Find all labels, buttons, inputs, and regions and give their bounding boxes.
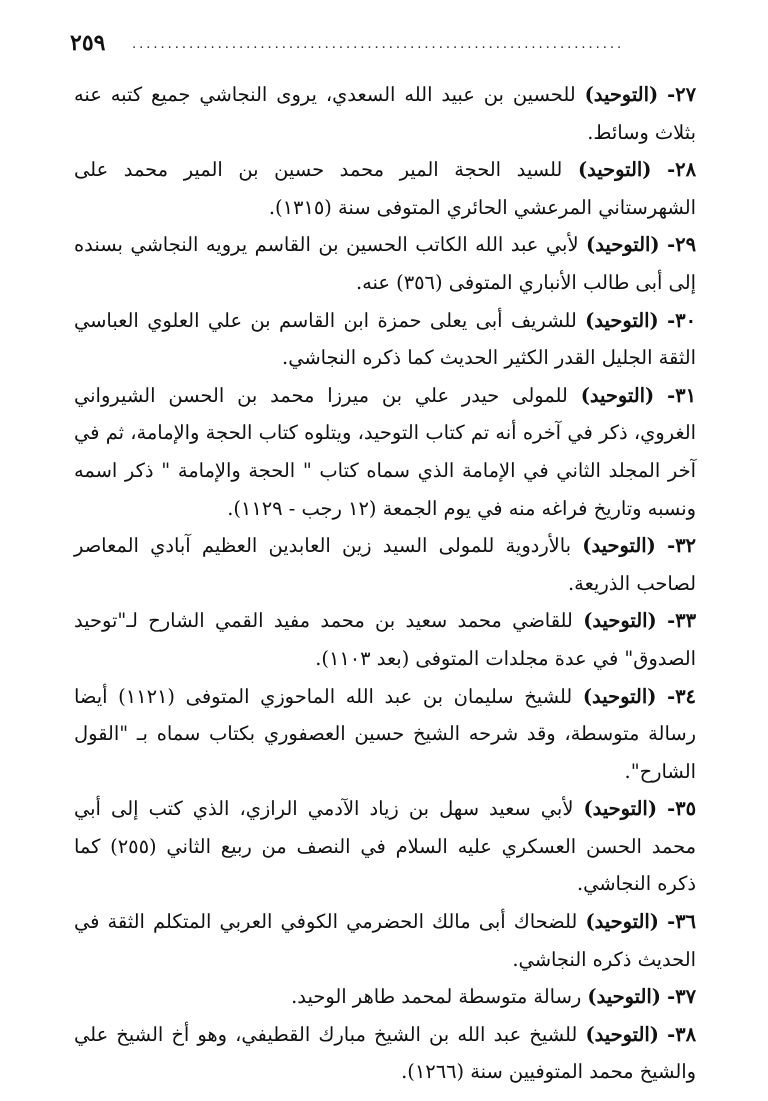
entry-text: لأبي عبد الله الكاتب الحسين بن القاسم يرويه النجاشي بسنده إلى أبى طالب الأنباري المتوفى (٣٥٦) عنه. <box>74 233 696 294</box>
entry-text: للقاضي محمد سعيد بن محمد مفيد القمي الشارح لـ"توحيد الصدوق" في عدة مجلدات المتوفى (بعد ١١٠٣). <box>74 609 696 670</box>
entry-title: (التوحيد) <box>577 158 652 182</box>
entry-title: (التوحيد) <box>583 609 657 633</box>
entry-title: (التوحيد) <box>585 308 659 332</box>
entry-33 <box>74 602 696 677</box>
entry-title: (التوحيد) <box>582 684 657 708</box>
entry-text: رسالة متوسطة لمحمد طاهر الوحيد. <box>291 985 582 1009</box>
entry-28 <box>74 151 696 226</box>
entry-number: ٣١- <box>667 383 697 407</box>
entry-title: (التوحيد) <box>584 83 659 106</box>
entry-text: للشريف أبى يعلى حمزة ابن القاسم بن علي العلوي العباسي الثقة الجليل القدر الكثير الحديث كما ذكره النجاشي. <box>74 308 696 370</box>
entry-number: ٢٩- <box>667 233 697 257</box>
page-number: ٢٥٩ <box>70 30 106 56</box>
entry-title: (التوحيد) <box>582 534 656 558</box>
entry-number: ٣٠- <box>667 308 697 332</box>
entry-30 <box>74 302 696 377</box>
entry-35 <box>74 790 696 903</box>
entry-36 <box>74 903 696 978</box>
entry-number: ٢٧- <box>667 83 696 106</box>
entry-text: للحسين بن عبيد الله السعدي، يروى النجاشي جميع كتبه عنه بثلاث وسائط. <box>74 83 696 144</box>
entry-37 <box>74 978 696 1016</box>
entry-number: ٣٢- <box>667 534 696 558</box>
entry-38 <box>74 1016 696 1091</box>
entry-title: (التوحيد) <box>585 910 659 934</box>
entry-text: للشيخ سليمان بن عبد الله الماحوزي المتوفى (١١٢١) أيضا رسالة متوسطة، وقد شرحه الشيخ حسين العصفوري بكتاب سماه بـ "القول الشارح". <box>74 684 696 783</box>
entry-number: ٣٧- <box>667 985 696 1009</box>
entry-title: (التوحيد) <box>587 985 661 1009</box>
entry-title: (التوحيد) <box>580 383 655 407</box>
page-header <box>70 26 688 60</box>
entry-number: ٣٤- <box>667 684 696 708</box>
entry-number: ٣٥- <box>667 797 696 821</box>
entry-title: (التوحيد) <box>585 1022 659 1046</box>
entry-text: للسيد الحجة المير محمد حسين بن المير محمد على الشهرستاني المرعشي الحائري المتوفى سنة (١٣١٥). <box>74 158 696 219</box>
entry-number: ٣٦- <box>667 910 696 934</box>
entry-text: للضحاك أبى مالك الحضرمي الكوفي العربي المتكلم الثقة في الحديث ذكره النجاشي. <box>74 910 696 971</box>
entry-title: (التوحيد) <box>586 233 660 257</box>
entry-29 <box>74 226 696 301</box>
entry-number: ٣٨- <box>667 1022 697 1046</box>
bibliography-list <box>74 76 696 1091</box>
header-leader-dots: ..................................................................... <box>132 38 625 52</box>
entry-number: ٢٨- <box>667 158 697 182</box>
entry-text: بالأردوية للمولى السيد زين العابدين العظيم آبادي المعاصر لصاحب الذريعة. <box>74 534 696 595</box>
entry-title: (التوحيد) <box>583 797 657 821</box>
entry-32 <box>74 527 696 602</box>
entry-number: ٣٣- <box>667 609 696 633</box>
entry-31 <box>74 377 696 527</box>
entry-text: للشيخ عبد الله بن الشيخ مبارك القطيفي، وهو أخ الشيخ علي والشيخ محمد المتوفيين سنة (١٢٦٦). <box>74 1022 696 1084</box>
entry-text: للمولى حيدر علي بن ميرزا محمد بن الحسن الشيرواني الغروي، ذكر في آخره أنه تم كتاب التوحيد، ويتلوه كتاب الحجة والإمامة، ثم في آخر المجلد الثاني في الإمامة الذي سماه كتاب " الحجة والإمامة " ذكر اسمه ونسبه وتاريخ فراغه منه في يوم الجمعة (١٢ رجب - ١١٢٩). <box>74 383 696 520</box>
entry-text: لأبي سعيد سهل بن زياد الآدمي الرازي، الذي كتب إلى أبي محمد الحسن العسكري عليه السلام في النصف من ربيع الثاني (٢٥٥) كما ذكره النجاشي. <box>74 797 696 896</box>
entry-27 <box>74 76 696 151</box>
entry-34 <box>74 678 696 791</box>
